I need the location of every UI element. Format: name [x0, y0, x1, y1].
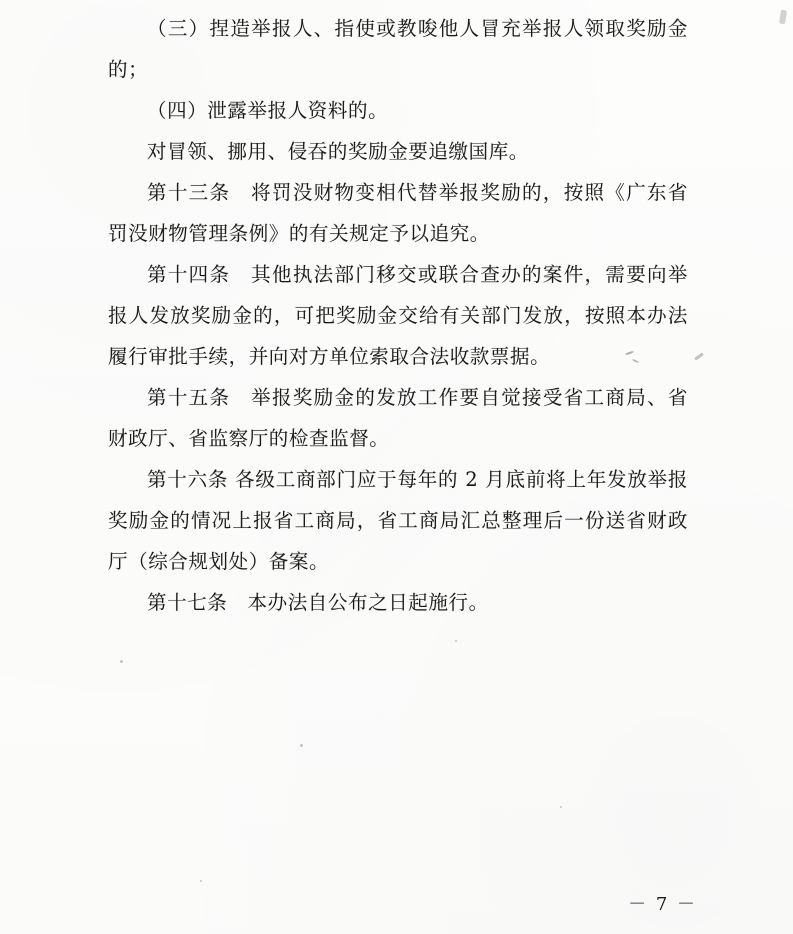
paragraph-article-17: 第十七条 本办法自公布之日起施行。 [147, 591, 489, 614]
scan-speck-icon [200, 880, 202, 882]
paragraph-recovery-clause: 对冒领、挪用、侵吞的奖励金要追缴国库。 [147, 140, 529, 163]
page-number: － 7 － [628, 894, 697, 915]
paragraph-article-15: 第十五条 举报奖励金的发放工作要自觉接受省工商局、省财政厅、省监察厅的检查监督。 [108, 386, 688, 450]
scan-speck-icon [300, 744, 303, 747]
scan-artifact-icon [779, 10, 787, 25]
paragraph-article-14: 第十四条 其他执法部门移交或联合查办的案件，需要向举报人发放奖励金的，可把奖励金交给有关部门发放，按照本办法履行审批手续，并向对方单位索取合法收款票据。 [108, 263, 688, 368]
scan-speck-icon [560, 806, 562, 808]
paragraph-item-3: （三）捏造举报人、指使或教唆他人冒充举报人领取奖励金的； [108, 17, 688, 81]
paragraph-article-16: 第十六条 各级工商部门应于每年的 2 月底前将上年发放举报奖励金的情况上报省工商局，省工商局汇总整理后一份送省财政厅（综合规划处）备案。 [108, 468, 688, 573]
scan-speck-icon [455, 640, 457, 642]
paragraph-item-4: （四）泄露举报人资料的。 [147, 99, 389, 122]
scan-artifact-icon [694, 352, 704, 360]
document-body [108, 0, 688, 623]
scan-speck-icon [120, 660, 123, 663]
paragraph-article-13: 第十三条 将罚没财物变相代替举报奖励的，按照《广东省罚没财物管理条例》的有关规定予以追究。 [108, 181, 688, 245]
